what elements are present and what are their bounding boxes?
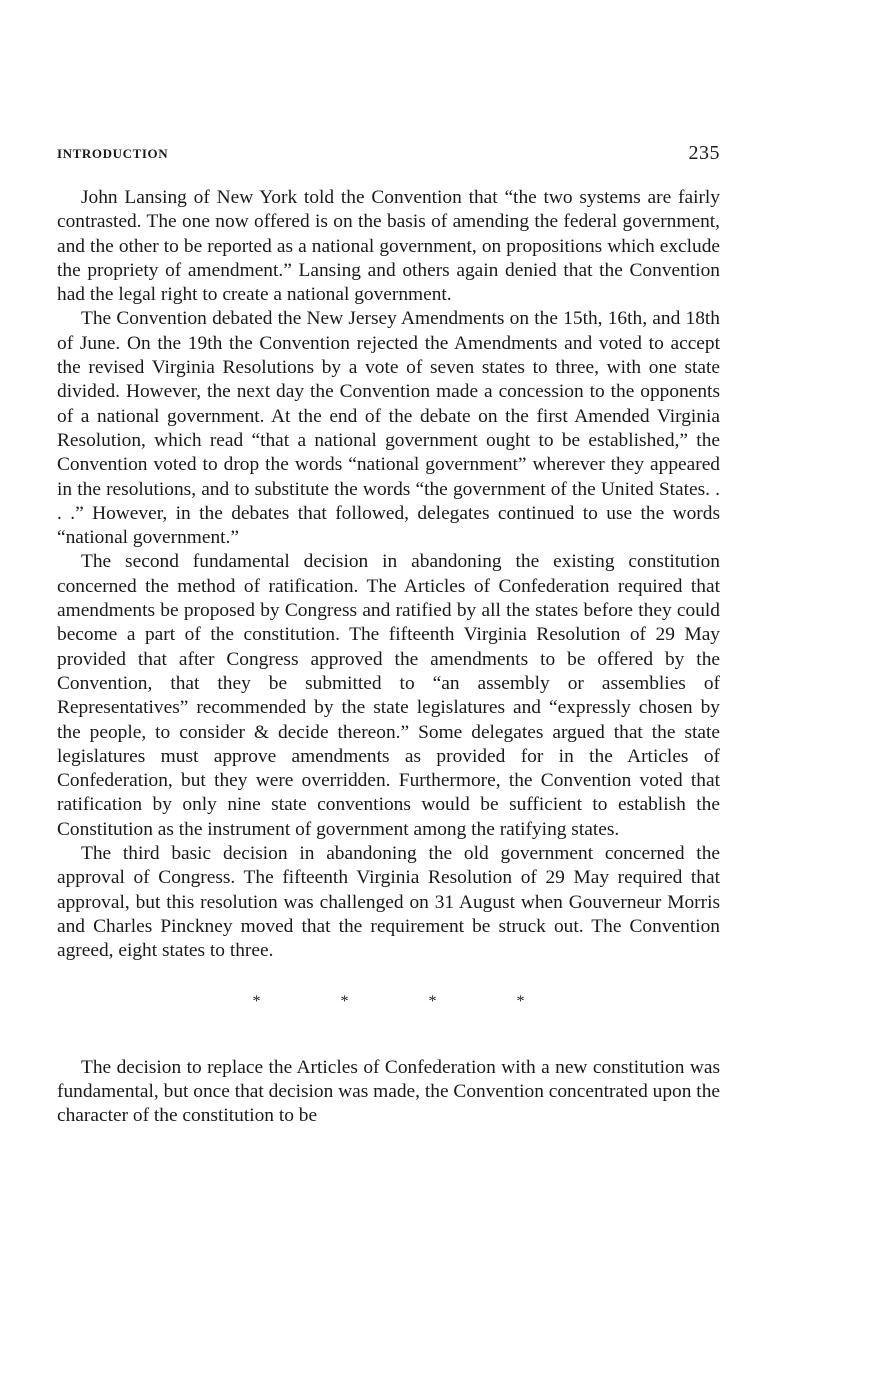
running-head: INTRODUCTION [57,146,169,161]
paragraph-approval-of-congress: The third basic decision in abandoning the old government concerned the approval of Congress. The fifteenth Virginia Resolution of 29 May required that approval, but this resolution was challenged on 31 August when Gouverneur Morris and Charles Pinckney moved that the requirement be struck out. The Convention agreed, eight states to three. [57,843,720,962]
page-body [57,186,720,1128]
paragraph-ratification: The second fundamental decision in abandoning the existing constitution concerned the method of ratification. The Articles of Confederation required that amendments be proposed by Congress and ratified by all the states before they could become a part of the constitution. The fifteenth Virginia Resolution of 29 May provided that after Congress approved the amendments to be offered by the Convention, that they be submitted to “an assembly or assemblies of Representatives” recommended by the state legislatures and “expressly chosen by the people, to consider & decide thereon.” Some delegates argued that the state legislatures must approve amendments as provided for in the Articles of Confederation, but they were overridden. Furthermore, the Convention voted that ratification by only nine state conventions would be sufficient to establish the Constitution as the instrument of government among the ratifying states. [57,551,720,840]
paragraph-closing: The decision to replace the Articles of Confederation with a new constitution was fundamental, but once that decision was made, the Convention concentrated upon the character of the constitution to be [57,1056,720,1127]
section-break: * * * * [252,992,563,1010]
paragraph-lansing: John Lansing of New York told the Convention that “the two systems are fairly contrasted. The one now offered is on the basis of amending the federal government, and the other to be reported as a national government, on propositions which exclude the propriety of amendment.” Lansing and others again denied that the Convention had the legal right to create a national government. [57,187,720,306]
paragraph-new-jersey-amendments: The Convention debated the New Jersey Amendments on the 15th, 16th, and 18th of June. On the 19th the Convention rejected the Amendments and voted to accept the revised Virginia Resolutions by a vote of seven states to three, with one state divided. However, the next day the Convention made a concession to the opponents of a national government. At the end of the debate on the first Amended Virginia Resolution, which read “that a national government ought to be established,” the Convention voted to drop the words “national government” wherever they appeared in the resolutions, and to substitute the words “the government of the United States. . . .” However, in the debates that followed, delegates continued to use the words “national government.” [57,308,720,549]
page-number: 235 [688,142,720,164]
page-header [57,142,720,172]
